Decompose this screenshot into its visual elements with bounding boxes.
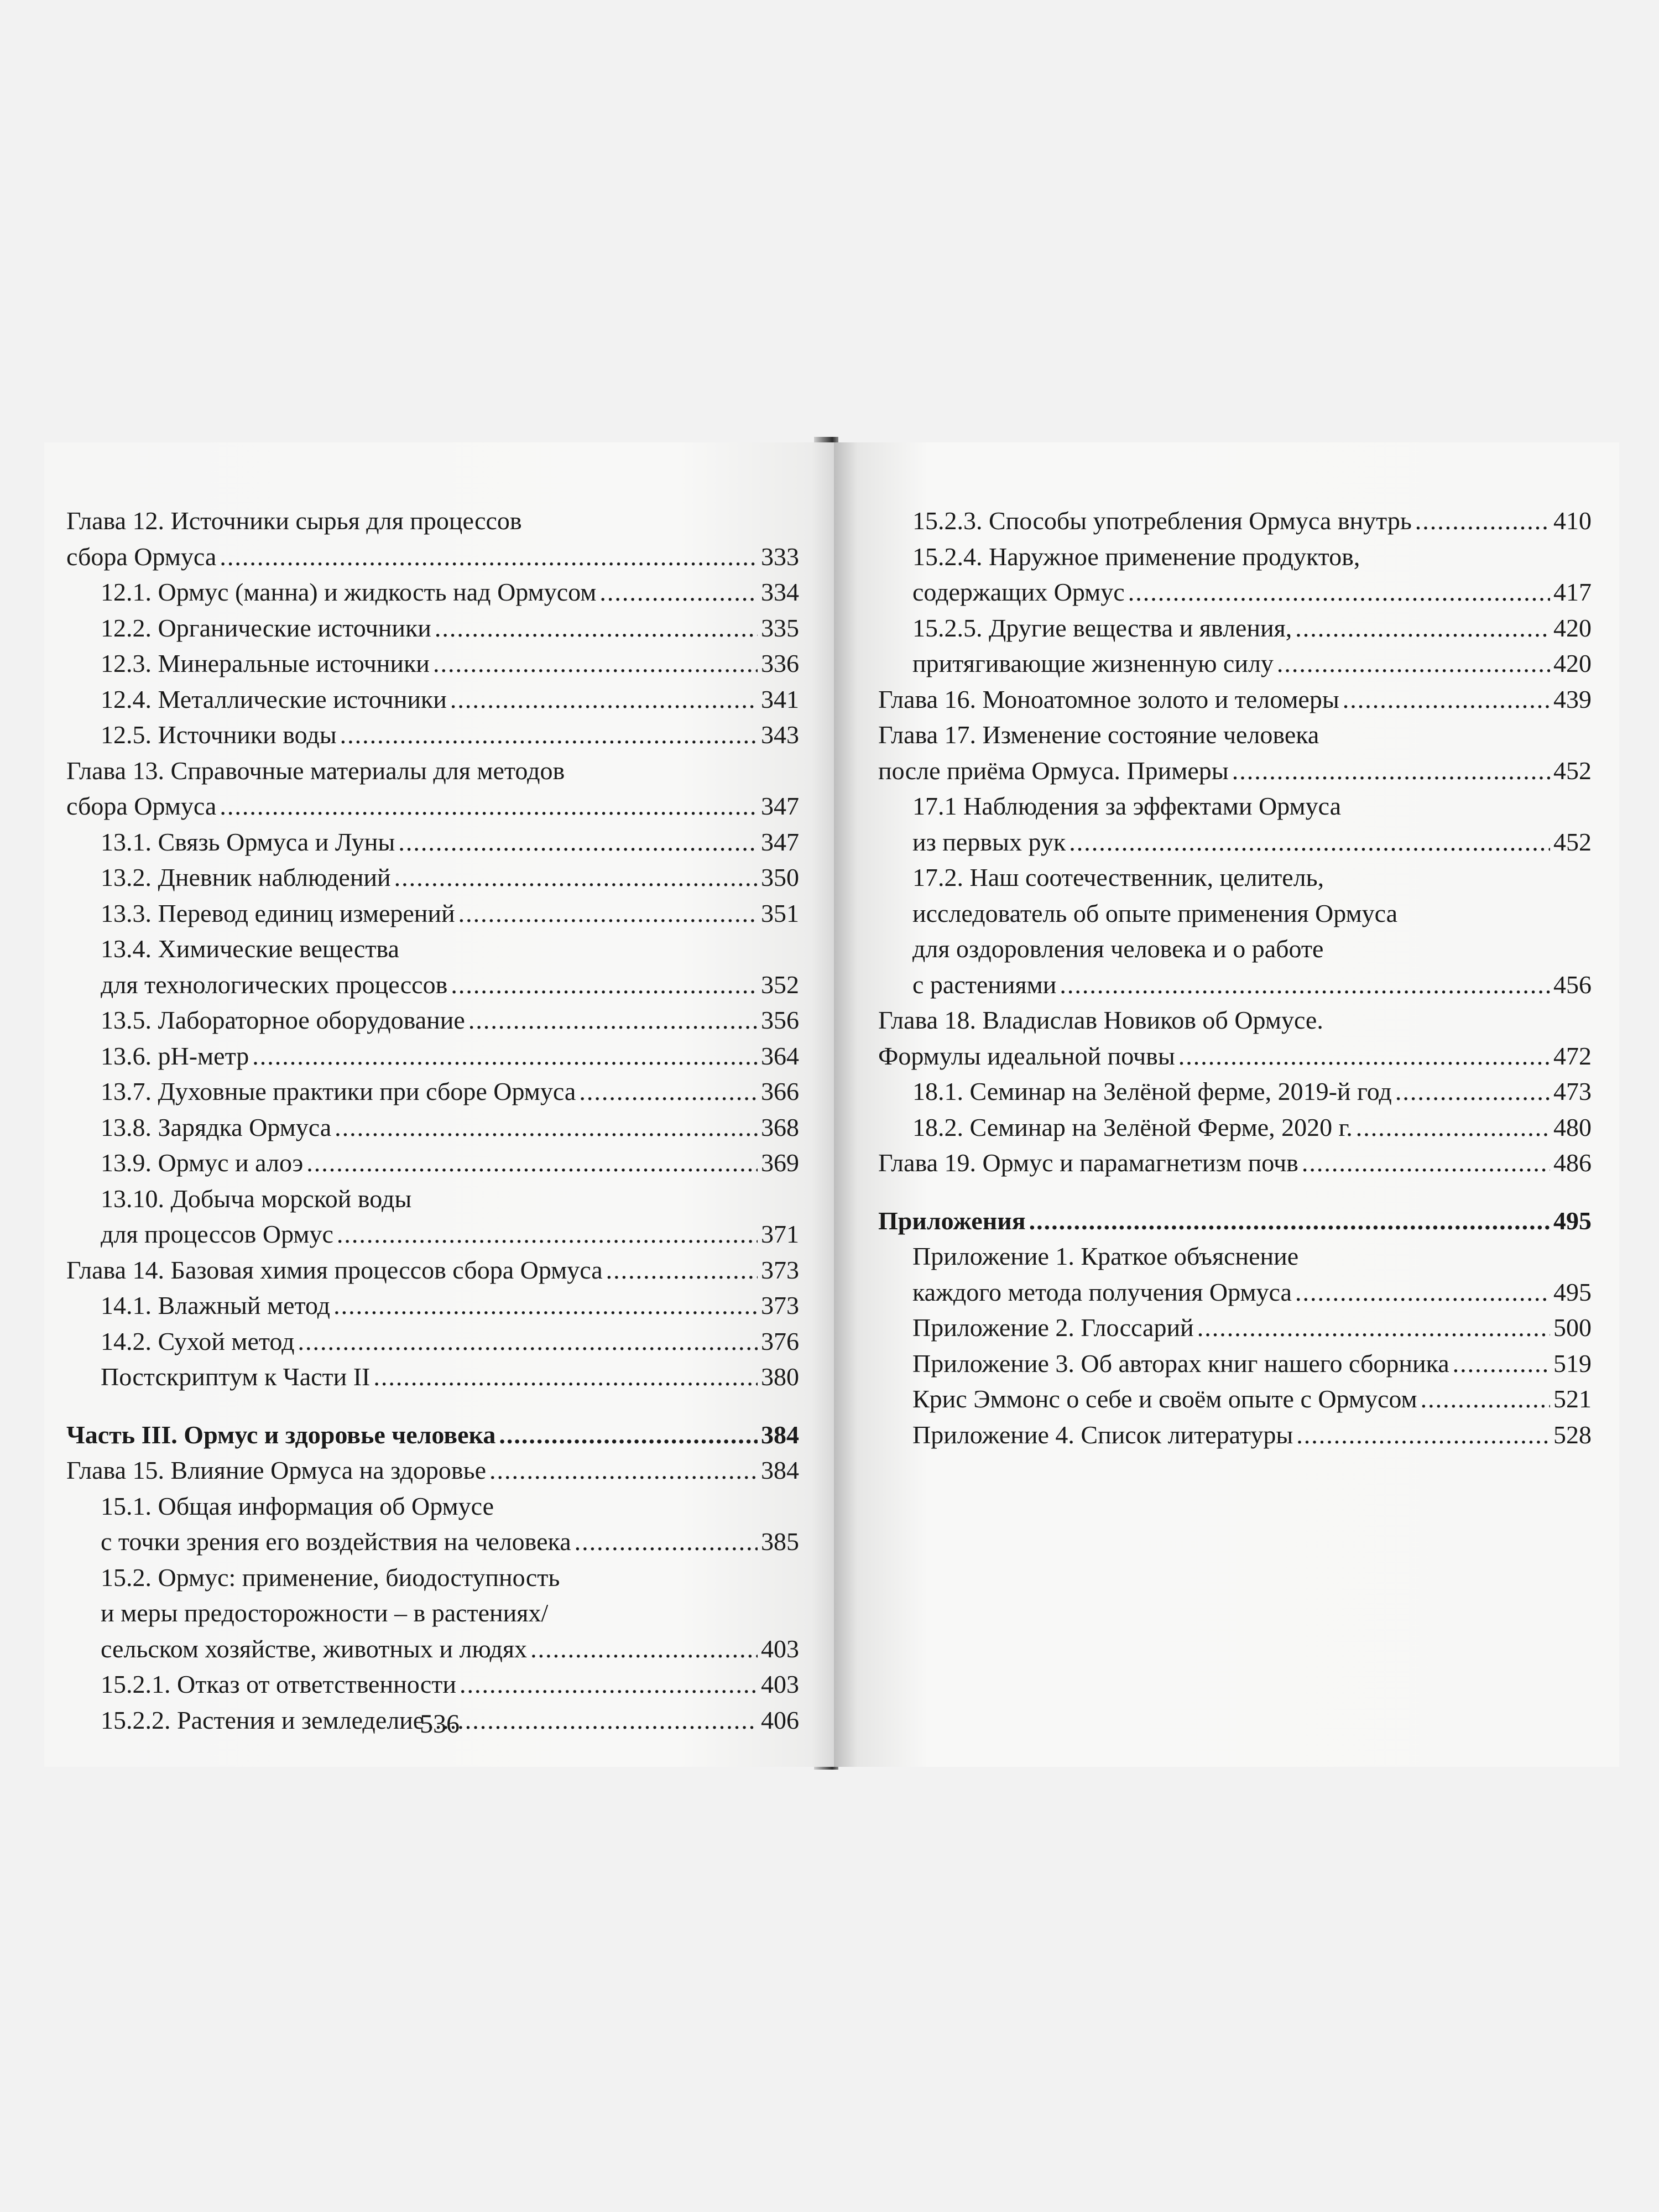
toc-page: 364	[761, 1041, 799, 1070]
toc-title: 15.2. Ормус: применение, биодоступность	[101, 1563, 560, 1592]
toc-title: 12.2. Органические источники	[101, 613, 431, 642]
toc-title: 13.8. Зарядка Ормуса	[101, 1113, 332, 1141]
toc-entry	[878, 1275, 1592, 1311]
toc-title: 17.1 Наблюдения за эффектами Ормуса	[912, 792, 1341, 820]
toc-title: Глава 14. Базовая химия процессов сбора Ормуса	[66, 1255, 603, 1284]
toc-entry	[66, 575, 799, 611]
toc-entry	[878, 1381, 1592, 1417]
toc-title: 13.6. pH-метр	[101, 1041, 249, 1070]
toc-page: 336	[761, 649, 799, 677]
toc-page: 452	[1553, 827, 1592, 856]
toc-title: Постскриптум к Части II	[101, 1363, 371, 1391]
toc-title: Приложение 1. Краткое объяснение	[912, 1242, 1299, 1270]
toc-title: 13.7. Духовные практики при сборе Ормуса	[101, 1077, 576, 1105]
toc-entry	[66, 503, 799, 539]
toc-page: 500	[1553, 1313, 1592, 1342]
toc-page: 351	[761, 899, 799, 927]
toc-title: 17.2. Наш соотечественник, целитель,	[912, 863, 1324, 891]
toc-page: 341	[761, 685, 799, 713]
toc-entry	[878, 967, 1592, 1003]
toc-entry	[66, 539, 799, 575]
toc-title: Приложения	[878, 1206, 1026, 1235]
toc-entry	[66, 1489, 799, 1525]
toc-entry	[878, 1310, 1592, 1346]
toc-page: 385	[761, 1527, 799, 1556]
toc-page: 356	[761, 1006, 799, 1034]
toc-title: Глава 18. Владислав Новиков об Ормусе.	[878, 1006, 1323, 1034]
toc-page: 347	[761, 827, 799, 856]
toc-title: 15.2.1. Отказ от ответственности	[101, 1670, 456, 1698]
toc-entry	[878, 896, 1592, 932]
toc-page: 528	[1553, 1420, 1592, 1449]
toc-page: 335	[761, 613, 799, 642]
toc-entry	[66, 1560, 799, 1596]
toc-page: 369	[761, 1149, 799, 1177]
toc-title: Приложение 2. Глоссарий	[912, 1313, 1194, 1342]
toc-page: 384	[761, 1420, 799, 1449]
toc-title: содержащих Ормус	[912, 578, 1125, 606]
toc-title: с растениями	[912, 970, 1057, 999]
toc-title: исследователь об опыте применения Ормуса	[912, 899, 1398, 927]
toc-title: 13.4. Химические вещества	[101, 935, 399, 963]
toc-page: 403	[761, 1670, 799, 1698]
toc-page: 334	[761, 578, 799, 606]
toc-entry	[66, 896, 799, 932]
toc-page: 519	[1553, 1349, 1592, 1378]
toc-entry	[66, 860, 799, 896]
toc-entry	[66, 646, 799, 682]
toc-title: 15.1. Общая информация об Ормусе	[101, 1491, 494, 1520]
toc-entry	[66, 967, 799, 1003]
toc-title: 15.2.3. Способы употребления Ормуса внутрь	[912, 507, 1412, 535]
toc-title: сбора Ормуса	[66, 792, 217, 820]
toc-title: 15.2.4. Наружное применение продуктов,	[912, 542, 1360, 571]
toc-title: каждого метода получения Ормуса	[912, 1277, 1292, 1306]
toc-page: 495	[1553, 1206, 1592, 1235]
toc-page: 352	[761, 970, 799, 999]
toc-title: 14.2. Сухой метод	[101, 1327, 295, 1355]
toc-page: 350	[761, 863, 799, 891]
toc-entry	[66, 1453, 799, 1489]
toc-title: Крис Эммонс о себе и своём опыте с Ормусом	[912, 1385, 1417, 1413]
toc-title: Приложение 3. Об авторах книг нашего сборника	[912, 1349, 1449, 1378]
toc-title: Глава 17. Изменение состояние человека	[878, 721, 1319, 749]
toc-entry	[878, 1417, 1592, 1453]
toc-title: Глава 19. Ормус и парамагнетизм почв	[878, 1149, 1298, 1177]
right-toc-list	[878, 503, 1592, 1453]
toc-page: 521	[1553, 1385, 1592, 1413]
toc-spacer	[878, 1181, 1592, 1203]
toc-page: 380	[761, 1363, 799, 1391]
toc-page: 366	[761, 1077, 799, 1105]
toc-entry	[878, 1074, 1592, 1110]
left-page	[44, 442, 835, 1767]
toc-title: Глава 13. Справочные материалы для методов	[66, 756, 565, 785]
toc-page: 486	[1553, 1149, 1592, 1177]
toc-entry	[66, 789, 799, 825]
toc-title: для процессов Ормус	[101, 1220, 333, 1248]
toc-entry	[878, 753, 1592, 789]
toc-title: 12.5. Источники воды	[101, 721, 337, 749]
toc-entry	[66, 1667, 799, 1703]
toc-entry	[66, 1253, 799, 1288]
toc-title: 13.3. Перевод единиц измерений	[101, 899, 455, 927]
toc-entry	[66, 611, 799, 646]
toc-entry	[66, 1217, 799, 1253]
toc-page: 452	[1553, 756, 1592, 785]
toc-entry	[66, 1595, 799, 1631]
toc-entry	[878, 575, 1592, 611]
toc-entry	[878, 503, 1592, 539]
toc-entry	[66, 1181, 799, 1217]
toc-title: 13.10. Добыча морской воды	[101, 1184, 412, 1213]
toc-title: 15.2.5. Другие вещества и явления,	[912, 613, 1292, 642]
toc-title: 12.1. Ормус (манна) и жидкость над Ормусом	[101, 578, 597, 606]
toc-page: 439	[1553, 685, 1592, 713]
toc-entry	[878, 1039, 1592, 1074]
toc-entry	[66, 825, 799, 860]
toc-title: сбора Ормуса	[66, 542, 217, 571]
toc-page: 371	[761, 1220, 799, 1248]
right-page	[834, 442, 1619, 1767]
toc-page: 420	[1553, 613, 1592, 642]
toc-page: 376	[761, 1327, 799, 1355]
toc-title: с точки зрения его воздействия на человека	[101, 1527, 571, 1556]
toc-title: и меры предосторожности – в растениях/	[101, 1599, 549, 1627]
toc-title: Глава 12. Источники сырья для процессов	[66, 507, 522, 535]
toc-spacer	[66, 1395, 799, 1417]
toc-title: для оздоровления человека и о работе	[912, 935, 1324, 963]
toc-page: 343	[761, 721, 799, 749]
toc-title: Глава 15. Влияние Ормуса на здоровье	[66, 1456, 487, 1484]
toc-title: для технологических процессов	[101, 970, 448, 999]
toc-page: 420	[1553, 649, 1592, 677]
toc-entry	[66, 1003, 799, 1039]
toc-entry	[878, 1239, 1592, 1275]
toc-title: Формулы идеальной почвы	[878, 1041, 1175, 1070]
toc-entry	[66, 1324, 799, 1360]
toc-page: 403	[761, 1634, 799, 1663]
toc-page: 373	[761, 1291, 799, 1319]
toc-title: 14.1. Влажный метод	[101, 1291, 331, 1319]
toc-title: 18.1. Семинар на Зелёной ферме, 2019-й год	[912, 1077, 1392, 1105]
toc-entry	[878, 646, 1592, 682]
toc-entry	[66, 1359, 799, 1395]
toc-entry	[66, 717, 799, 753]
toc-entry	[878, 789, 1592, 825]
toc-entry	[878, 611, 1592, 646]
toc-page: 384	[761, 1456, 799, 1484]
toc-title: 15.2.2. Растения и земледелие	[101, 1705, 425, 1734]
toc-page: 373	[761, 1255, 799, 1284]
toc-title: Глава 16. Моноатомное золото и теломеры	[878, 685, 1339, 713]
toc-page: 473	[1553, 1077, 1592, 1105]
toc-entry	[66, 1145, 799, 1181]
toc-page: 410	[1553, 507, 1592, 535]
toc-entry	[66, 1524, 799, 1560]
toc-page: 368	[761, 1113, 799, 1141]
toc-entry	[878, 1110, 1592, 1146]
toc-entry	[66, 1074, 799, 1110]
toc-entry	[66, 1039, 799, 1074]
toc-page: 456	[1553, 970, 1592, 999]
toc-title: 12.3. Минеральные источники	[101, 649, 430, 677]
toc-entry	[878, 682, 1592, 718]
toc-title: сельском хозяйстве, животных и людях	[101, 1634, 528, 1663]
toc-title: 18.2. Семинар на Зелёной Ферме, 2020 г.	[912, 1113, 1353, 1141]
toc-entry	[878, 717, 1592, 753]
toc-entry	[66, 931, 799, 967]
toc-title: Часть III. Ормус и здоровье человека	[66, 1420, 496, 1449]
toc-entry	[878, 860, 1592, 896]
toc-page: 480	[1553, 1113, 1592, 1141]
toc-entry	[878, 931, 1592, 967]
toc-title: 12.4. Металлические источники	[101, 685, 447, 713]
toc-entry-part	[66, 1417, 799, 1453]
toc-entry	[878, 1003, 1592, 1039]
toc-title: после приёма Ормуса. Примеры	[878, 756, 1229, 785]
toc-title: из первых рук	[912, 827, 1066, 856]
toc-title: 13.5. Лабораторное оборудование	[101, 1006, 465, 1034]
toc-title: 13.9. Ормус и алоэ	[101, 1149, 304, 1177]
toc-title: 13.1. Связь Ормуса и Луны	[101, 827, 395, 856]
toc-page: 347	[761, 792, 799, 820]
toc-title: Приложение 4. Список литературы	[912, 1420, 1293, 1449]
toc-entry	[66, 1110, 799, 1146]
toc-entry	[878, 825, 1592, 860]
toc-page: 417	[1553, 578, 1592, 606]
left-toc-list	[66, 503, 799, 1738]
page-number: 536	[420, 1709, 460, 1739]
toc-entry	[878, 539, 1592, 575]
toc-title: притягивающие жизненную силу	[912, 649, 1274, 677]
toc-entry	[66, 682, 799, 718]
toc-title: 13.2. Дневник наблюдений	[101, 863, 391, 891]
toc-page: 333	[761, 542, 799, 571]
toc-entry	[66, 1288, 799, 1324]
toc-page: 495	[1553, 1277, 1592, 1306]
toc-entry	[66, 1631, 799, 1667]
toc-page: 406	[761, 1705, 799, 1734]
toc-page: 472	[1553, 1041, 1592, 1070]
toc-entry	[878, 1145, 1592, 1181]
toc-entry	[66, 753, 799, 789]
toc-entry-appendices	[878, 1203, 1592, 1239]
toc-entry	[878, 1346, 1592, 1382]
